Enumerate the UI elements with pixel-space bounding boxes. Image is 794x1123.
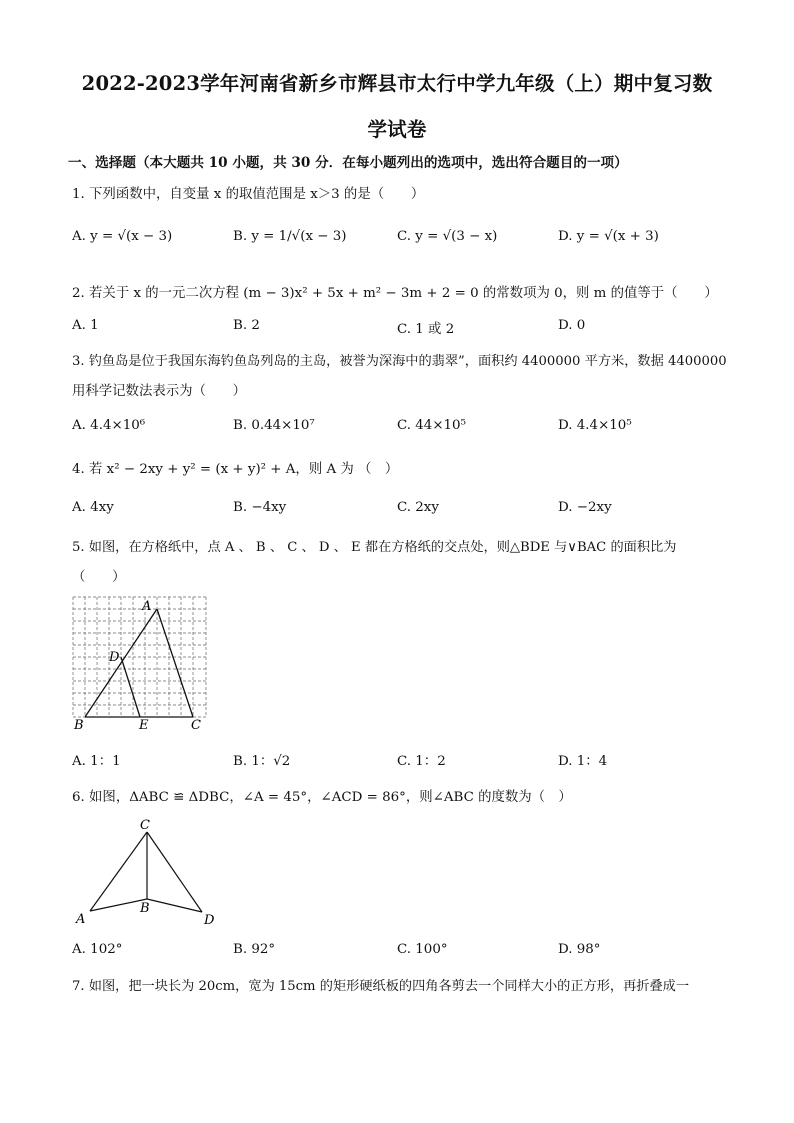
label-c: C <box>140 818 150 833</box>
question-2-stem: 2. 若关于 x 的一元二次方程 (m − 3)x² + 5x + m² − 3m + 2 = 0 的常数项为 0，则 m 的值等于（ ） <box>72 286 718 301</box>
q3-option-c[interactable]: C. 44×10⁵ <box>397 418 466 433</box>
q1-option-a[interactable]: A. y = √(x − 3) <box>72 229 173 244</box>
q6-option-c[interactable]: C. 100° <box>397 942 448 957</box>
q4-option-b[interactable]: B. −4xy <box>233 500 287 515</box>
section-heading: 一、选择题（本大题共 10 小题，共 30 分．在每小题列出的选项中，选出符合题目的一项） <box>68 155 628 171</box>
paper-title-line1: 2022-2023学年河南省新乡市辉县市太行中学九年级（上）期中复习数 <box>81 72 713 95</box>
segment-cd <box>147 832 202 912</box>
question-4-stem: 4. 若 x² − 2xy + y² = (x + y)² + A，则 A 为 （ ） <box>72 462 399 477</box>
label-b: B <box>140 901 150 916</box>
question-5-stem: 5. 如图，在方格纸中，点 A 、 B 、 C 、 D 、 E 都在方格纸的交点处，则△BDE 与∨BAC 的面积比为 <box>72 540 677 555</box>
question-7-stem: 7. 如图，把一块长为 20cm，宽为 15cm 的矩形硬纸板的四角各剪去一个同样大小的正方形，再折叠成一 <box>72 979 690 994</box>
q5-option-c[interactable]: C. 1：2 <box>397 754 446 769</box>
q5-option-d[interactable]: D. 1：4 <box>558 754 608 769</box>
paper-title-line2: 学试卷 <box>367 118 427 141</box>
q1-option-c[interactable]: C. y = √(3 − x) <box>397 229 498 244</box>
q6-option-a[interactable]: A. 102° <box>72 942 123 957</box>
segment-ca <box>90 832 147 911</box>
question-1-stem: 1. 下列函数中，自变量 x 的取值范围是 x＞3 的是（ ） <box>72 187 425 202</box>
q5-option-b[interactable]: B. 1：√2 <box>233 754 291 769</box>
grid-lines <box>73 597 206 717</box>
q2-option-b[interactable]: B. 2 <box>233 318 260 333</box>
q5-grid-figure <box>70 594 210 730</box>
q2-option-d[interactable]: D. 0 <box>558 318 586 333</box>
q6-option-b[interactable]: B. 92° <box>233 942 276 957</box>
question-3-stem-cont: 用科学记数法表示为（ ） <box>72 384 247 399</box>
q3-option-d[interactable]: D. 4.4×10⁵ <box>558 418 632 433</box>
q5-option-a[interactable]: A. 1：1 <box>72 754 121 769</box>
question-5-stem-cont: （ ） <box>72 570 126 585</box>
q4-option-d[interactable]: D. −2xy <box>558 500 612 515</box>
question-6-stem: 6. 如图，ΔABC ≌ ΔDBC，∠A = 45°，∠ACD = 86°，则∠ABC 的度数为（ ） <box>72 790 572 805</box>
q4-option-c[interactable]: C. 2xy <box>397 500 439 515</box>
label-d: D <box>204 913 215 928</box>
label-a: A <box>142 599 152 614</box>
question-3-stem: 3. 钓鱼岛是位于我国东海钓鱼岛列岛的主岛，被誉为深海中的翡翠”，面积约 4400000 平方米，数据 4400000 <box>72 354 727 369</box>
q2-option-a[interactable]: A. 1 <box>72 318 99 333</box>
q2-option-c[interactable]: C. 1 或 2 <box>397 322 455 337</box>
label-e: E <box>139 718 149 730</box>
segment-de <box>121 657 140 717</box>
q4-option-a[interactable]: A. 4xy <box>72 500 114 515</box>
label-a: A <box>76 912 86 927</box>
q6-triangle-figure <box>72 816 222 928</box>
q1-option-b[interactable]: B. y = 1/√(x − 3) <box>233 229 347 244</box>
label-d: D <box>109 650 120 665</box>
segment-ab <box>90 899 147 911</box>
triangle-bac <box>85 609 193 717</box>
q3-option-b[interactable]: B. 0.44×10⁷ <box>233 418 315 433</box>
q1-option-d[interactable]: D. y = √(x + 3) <box>558 229 659 244</box>
q3-option-a[interactable]: A. 4.4×10⁶ <box>72 418 146 433</box>
label-b: B <box>74 718 84 730</box>
label-c: C <box>191 718 201 730</box>
q6-option-d[interactable]: D. 98° <box>558 942 601 957</box>
